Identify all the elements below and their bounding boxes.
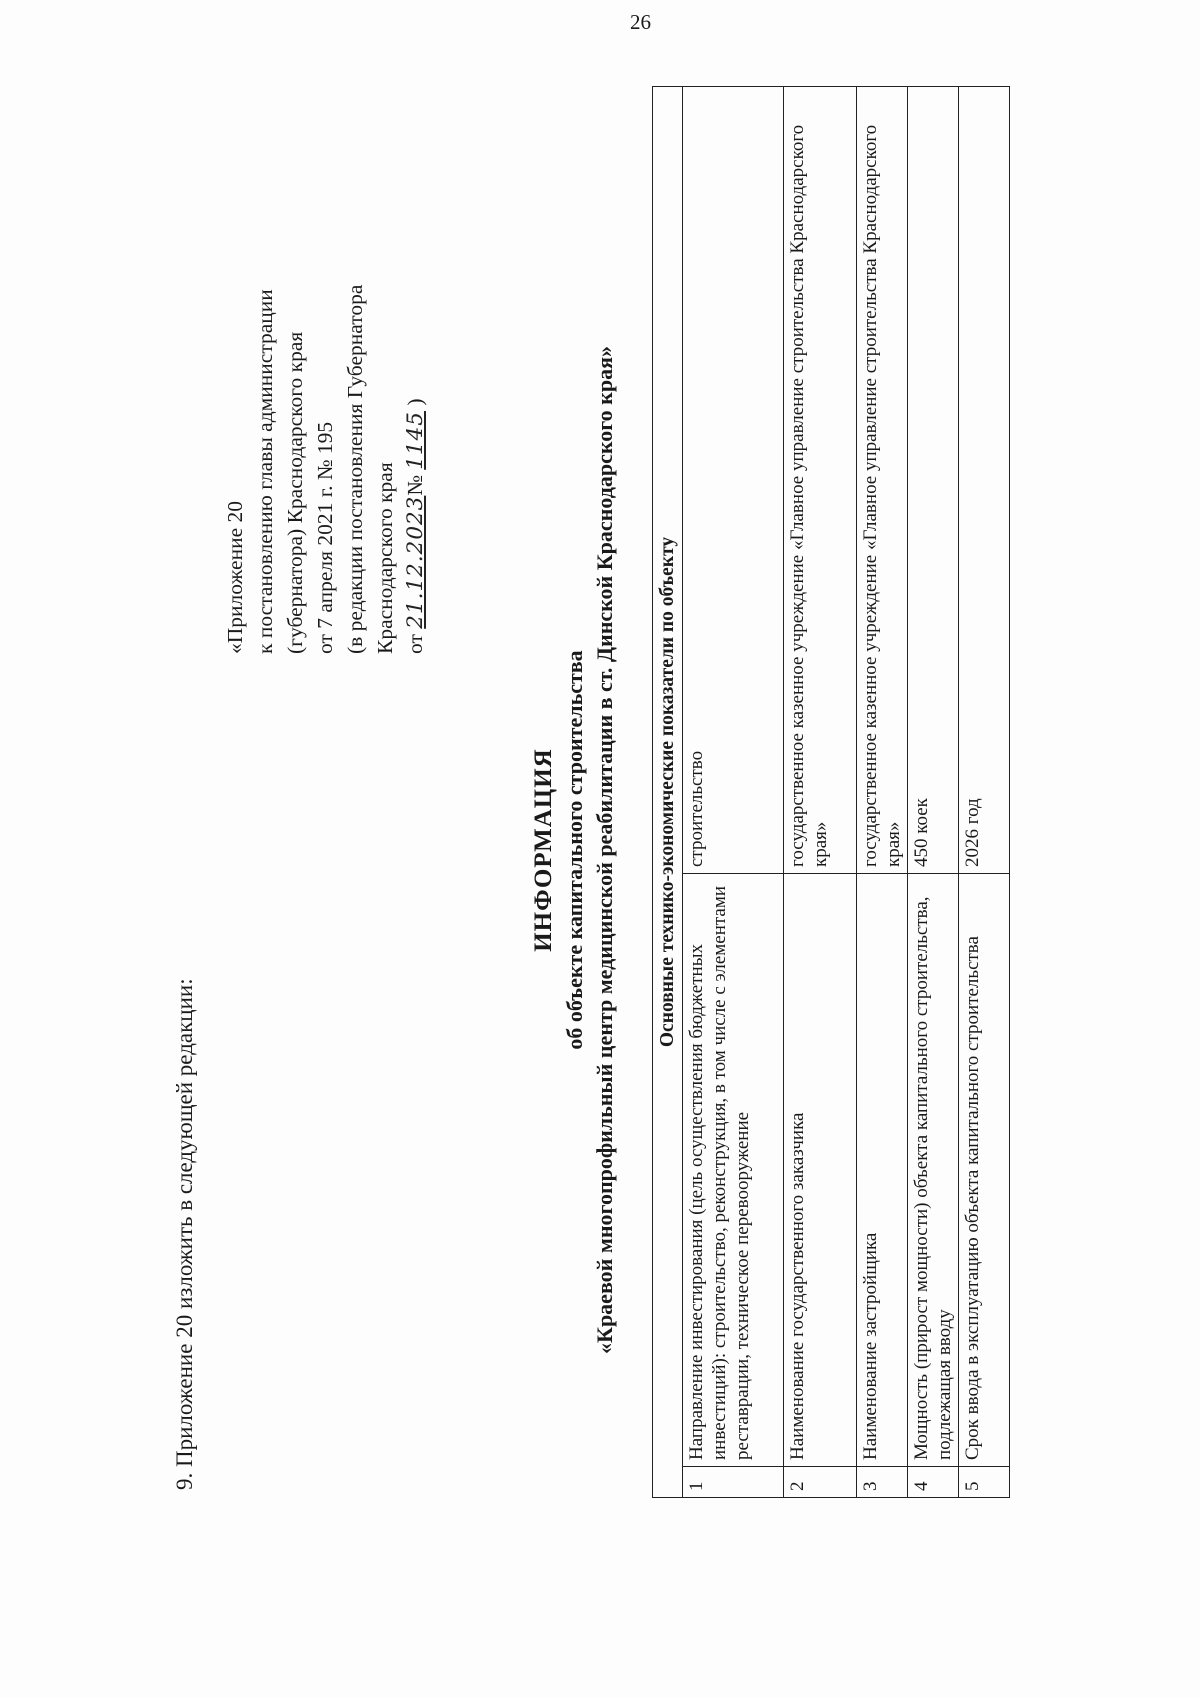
row-label: Направление инвестирования (цель осуществления бюджетных инвестиций): строительство, реконструкция, в том числе с элементами реставрации, техническое перевооружение [683, 874, 784, 1467]
row-value: строительство [683, 87, 784, 874]
appendix-line: «Приложение 20 [223, 500, 247, 654]
number-prefix: № [403, 475, 427, 496]
table-row [908, 87, 959, 1498]
object-name: «Краевой многопрофильный центр медицинской реабилитации в ст. Динской Краснодарского края» [592, 346, 617, 1354]
appendix-line: к постановлению главы администрации [253, 289, 277, 654]
row-number: 1 [683, 1467, 784, 1498]
row-label: Мощность (прирост мощности) объекта капитального строительства, подлежащая вводу [908, 874, 959, 1467]
appendix-line: (в редакции постановления Губернатора [343, 284, 367, 654]
row-label: Наименование застройщика [857, 874, 908, 1467]
row-number: 4 [908, 1467, 959, 1498]
table-row [857, 87, 908, 1498]
row-label: Наименование государственного заказчика [784, 874, 857, 1467]
handwritten-date: 21.12.2023 [403, 495, 428, 629]
appendix-line: Краснодарского края [373, 462, 397, 654]
appendix-date-line [400, 285, 431, 654]
row-value: государственное казенное учреждение «Главное управление строительства Краснодарского края» [784, 87, 857, 874]
rotated-page-content [0, 30, 1065, 1670]
appendix-reference-block [220, 285, 431, 654]
indicators-table [652, 86, 1010, 1498]
table-header: Основные технико-экономические показатели по объекту [653, 87, 683, 1498]
row-value: 2026 год [959, 87, 1010, 874]
table-row [683, 87, 784, 1498]
document-title: ИНФОРМАЦИЯ [530, 748, 557, 952]
closing-paren: ) [403, 398, 427, 406]
date-prefix: от [403, 634, 427, 654]
row-number: 2 [784, 1467, 857, 1498]
table-row [784, 87, 857, 1498]
row-value: 450 коек [908, 87, 959, 874]
table-header-row [653, 87, 683, 1498]
row-number: 5 [959, 1467, 1010, 1498]
appendix-line: от 7 апреля 2021 г. № 195 [313, 421, 337, 654]
page-number: 26 [630, 10, 651, 34]
document-subtitle: об объекте капитального строительства [562, 650, 587, 1050]
row-value: государственное казенное учреждение «Главное управление строительства Краснодарского края» [857, 87, 908, 874]
handwritten-number: 1145 [403, 411, 428, 470]
appendix-line: (губернатора) Краснодарского края [283, 331, 307, 654]
intro-text: 9. Приложение 20 изложить в следующей редакции: [172, 978, 197, 1490]
row-number: 3 [857, 1467, 908, 1498]
row-label: Срок ввода в эксплуатацию объекта капитального строительства [959, 874, 1010, 1467]
table-row [959, 87, 1010, 1498]
